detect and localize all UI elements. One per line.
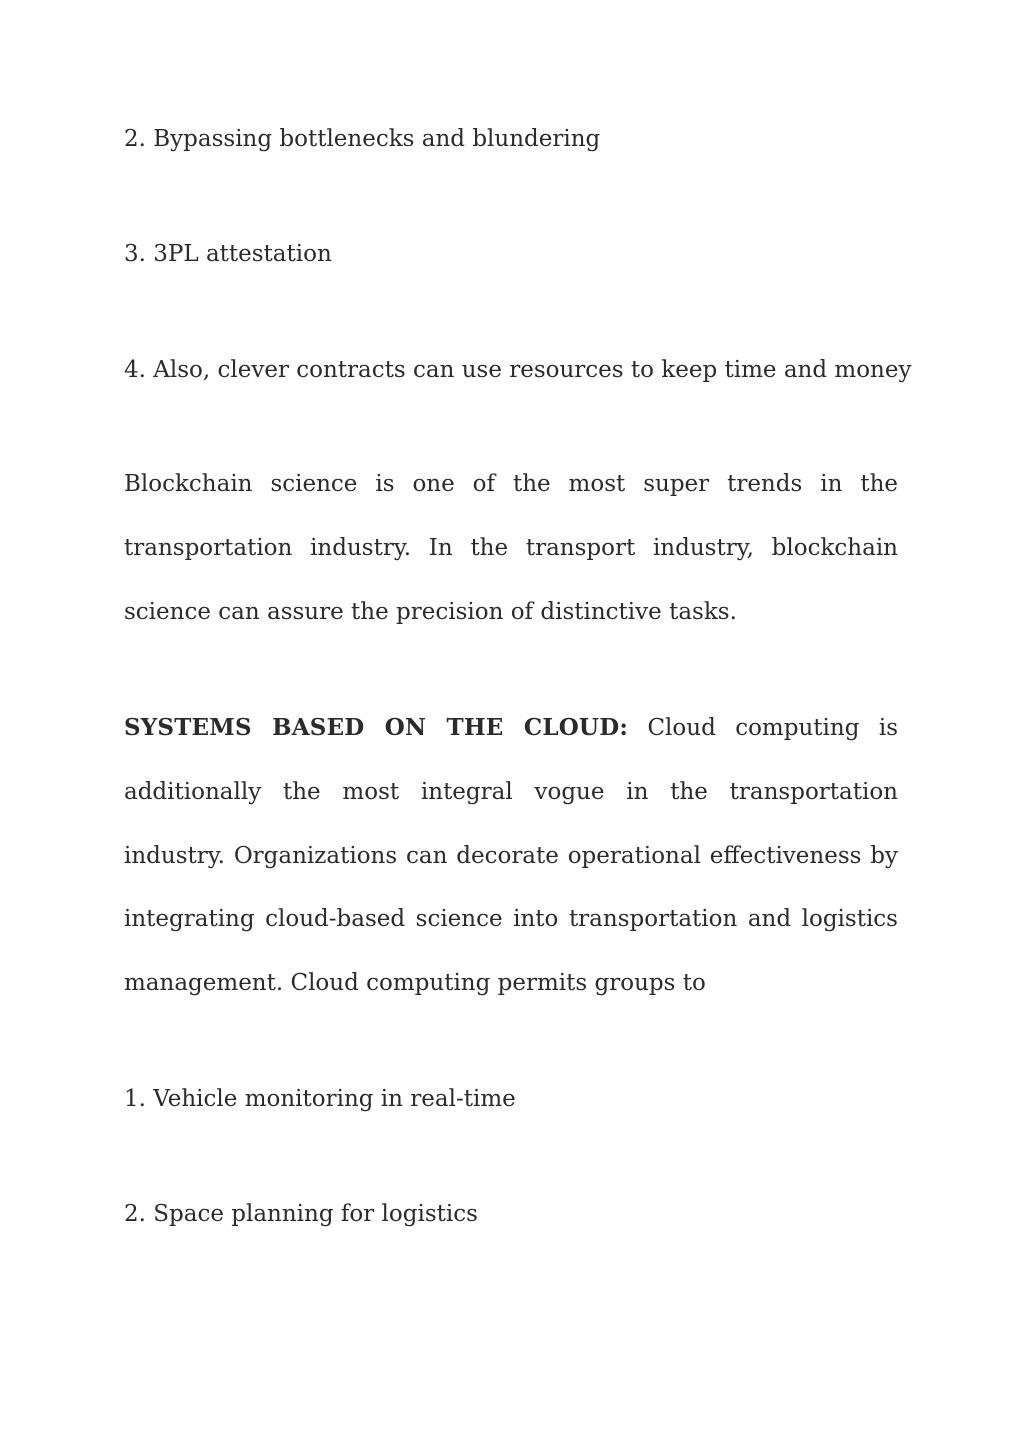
cloud-paragraph (124, 696, 898, 1016)
list-item: 3. 3PL attestation (124, 241, 332, 267)
list-item: 2. Space planning for logistics (124, 1201, 478, 1227)
cloud-body-text: Cloud computing is additionally the most integral vogue in the transportation industry. Organizations can decorate operational effectiveness by integrating cloud-based science into transportation and logistics management. Cloud computing permits groups to (124, 715, 898, 997)
section-heading: SYSTEMS BASED ON THE CLOUD: (124, 714, 629, 741)
list-item: 2. Bypassing bottlenecks and blundering (124, 126, 601, 152)
blockchain-paragraph: Blockchain science is one of the most super trends in the transportation industry. In the transport industry, blockchain science can assure the precision of distinctive tasks. (124, 471, 898, 625)
list-item: 1. Vehicle monitoring in real-time (124, 1086, 516, 1112)
list-item: 4. Also, clever contracts can use resources to keep time and money (124, 357, 912, 383)
